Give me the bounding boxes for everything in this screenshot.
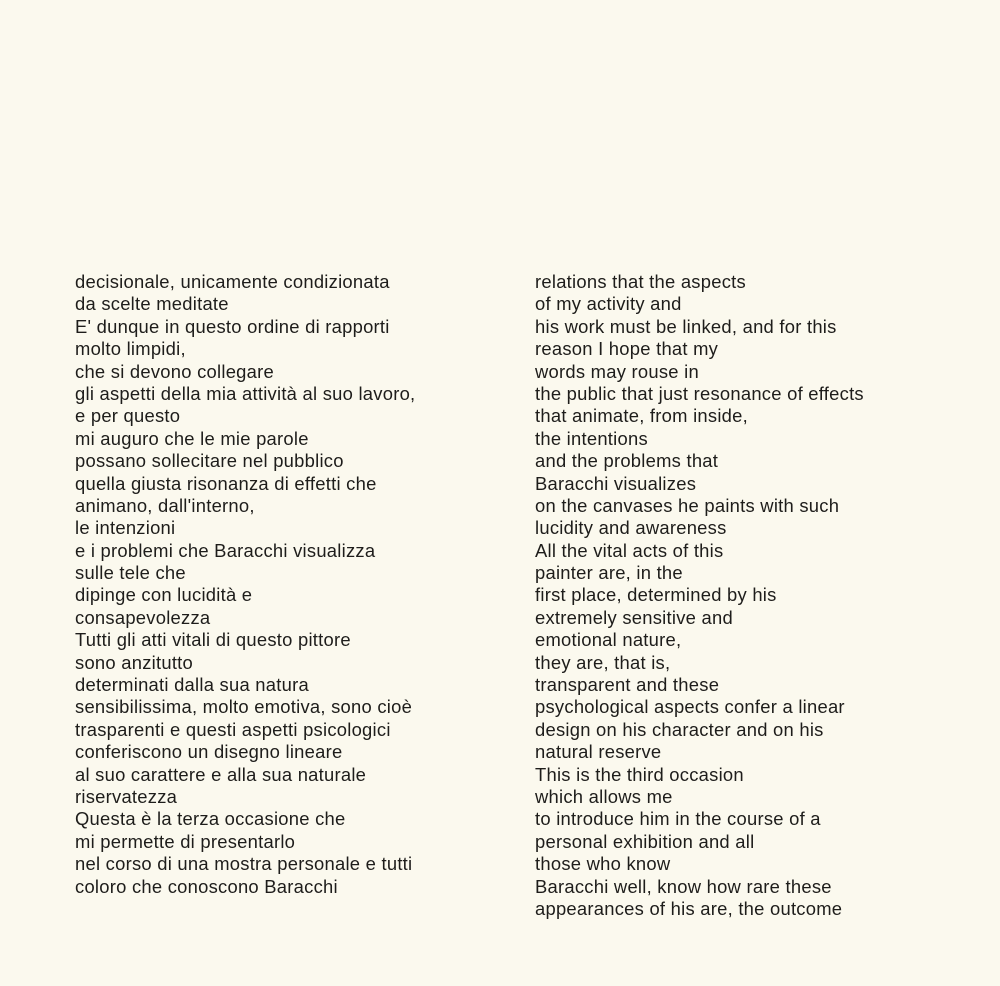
english-text-line: the intentions (535, 427, 648, 449)
italian-text-line: determinati dalla sua natura (75, 674, 309, 696)
english-text-line: extremely sensitive and (535, 606, 733, 628)
english-text-column (535, 271, 955, 920)
italian-text-line: Tutti gli atti vitali di questo pittore (75, 629, 351, 651)
english-text-line: reason I hope that my (535, 338, 719, 360)
english-text-line: emotional nature, (535, 629, 682, 651)
italian-text-line: riservatezza (75, 785, 178, 807)
italian-text-line: e i problemi che Baracchi visualizza (75, 539, 376, 561)
italian-text-line: animano, dall'interno, (75, 494, 255, 516)
italian-text-line: al suo carattere e alla sua naturale (75, 763, 367, 785)
italian-text-line: coloro che conoscono Baracchi (75, 875, 338, 897)
italian-text-line: dipinge con lucidità e (75, 584, 253, 606)
english-text-line: lucidity and awareness (535, 517, 727, 539)
italian-text-line: possano sollecitare nel pubblico (75, 450, 344, 472)
italian-text-line: gli aspetti della mia attività al suo lavoro, (75, 382, 416, 404)
english-text-line: personal exhibition and all (535, 830, 755, 852)
italian-text-line: mi auguro che le mie parole (75, 427, 309, 449)
english-text-line: to introduce him in the course of a (535, 808, 821, 830)
italian-text-line: sulle tele che (75, 562, 186, 584)
english-text-line: design on his character and on his (535, 718, 824, 740)
italian-text-line: sono anzitutto (75, 651, 194, 673)
italian-text-line: molto limpidi, (75, 338, 186, 360)
italian-text-line: trasparenti e questi aspetti psicologici (75, 718, 391, 740)
english-text-line: natural reserve (535, 741, 662, 763)
italian-text-line: sensibilissima, molto emotiva, sono cioè (75, 696, 413, 718)
english-text-line: transparent and these (535, 674, 720, 696)
english-text-line: the public that just resonance of effects (535, 382, 864, 404)
english-text-line: which allows me (535, 785, 673, 807)
english-text-line: appearances of his are, the outcome (535, 897, 843, 919)
english-text-line: This is the third occasion (535, 763, 744, 785)
italian-text-line: consapevolezza (75, 606, 211, 628)
english-text-line: words may rouse in (535, 360, 699, 382)
italian-text-column (75, 271, 515, 898)
english-text-line: those who know (535, 853, 671, 875)
english-text-line: his work must be linked, and for this (535, 315, 837, 337)
english-text-line: psychological aspects confer a linear (535, 696, 845, 718)
italian-text-line: E' dunque in questo ordine di rapporti (75, 315, 390, 337)
english-text-line: first place, determined by his (535, 584, 777, 606)
english-text-line: on the canvases he paints with such (535, 494, 840, 516)
italian-text-line: da scelte meditate (75, 293, 229, 315)
english-text-line: they are, that is, (535, 651, 671, 673)
italian-text-line: nel corso di una mostra personale e tutti (75, 853, 413, 875)
italian-text-line: e per questo (75, 405, 181, 427)
italian-text-line: decisionale, unicamente condizionata (75, 271, 390, 292)
english-text-line: of my activity and (535, 293, 682, 315)
english-text-line: Baracchi visualizes (535, 472, 697, 494)
english-text-line: and the problems that (535, 450, 719, 472)
english-text-line: Baracchi well, know how rare these (535, 875, 832, 897)
italian-text-line: quella giusta risonanza di effetti che (75, 472, 377, 494)
italian-text-line: che si devono collegare (75, 360, 274, 382)
english-text-line: that animate, from inside, (535, 405, 748, 427)
italian-text-line: mi permette di presentarlo (75, 830, 296, 852)
english-text-line: relations that the aspects (535, 271, 746, 292)
english-text-line: All the vital acts of this (535, 539, 724, 561)
italian-text-line: le intenzioni (75, 517, 176, 539)
english-text-line: painter are, in the (535, 562, 683, 584)
italian-text-line: conferiscono un disegno lineare (75, 741, 343, 763)
italian-text-line: Questa è la terza occasione che (75, 808, 346, 830)
